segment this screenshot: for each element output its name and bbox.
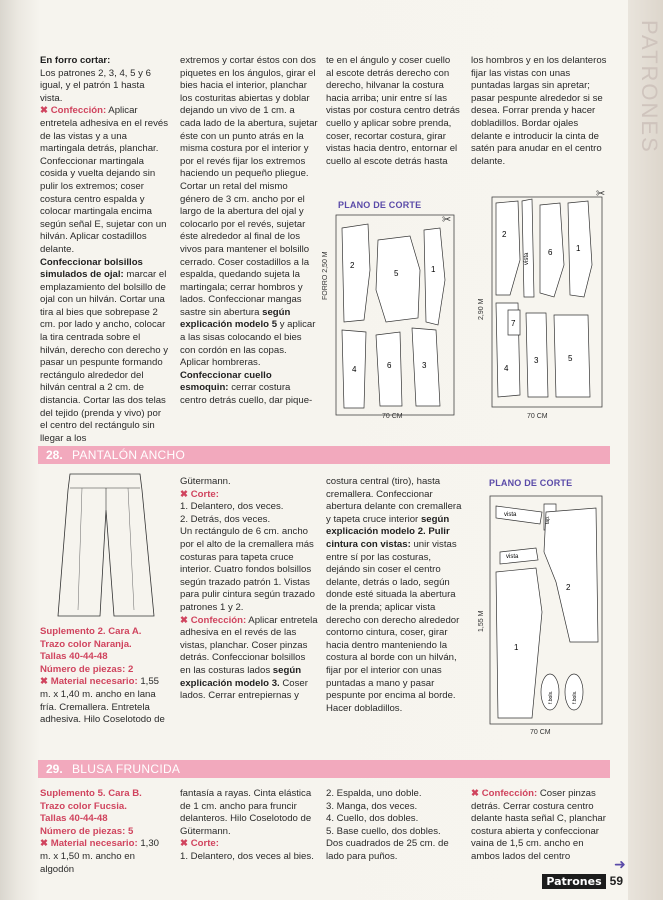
page-footer	[542, 874, 623, 888]
top-column-3	[326, 55, 460, 168]
cross-icon: ✖	[180, 838, 189, 850]
sec29-tallas: Tallas 40-44-48	[40, 813, 108, 825]
sec29-material-label: Material necesario:	[50, 838, 138, 850]
sec29-suplemento: Suplemento 5. Cara B.	[40, 788, 142, 799]
sec29-column-4	[471, 788, 607, 864]
piece-2	[496, 201, 520, 295]
sec28-col3-b: unir vistas entre sí por las costuras, dejándo sin coser el centro delante, detrás o lado, según donde esté situada la abertura de la prenda; aplicar vista derecho con derecho alrededor contorno cintura, coser, girar hacia dentro manteniendo la costura al borde con un hilván, fijar por el interior con unas puntadas a mano y pasar pespunte por encima al borde. Hacer dobladillos.	[326, 538, 460, 714]
piece-3	[526, 313, 548, 397]
sec28-col2-bold: según explicación modelo 3.	[180, 664, 302, 689]
sec28-col2-b: Un rectángulo de 6 cm. ancho por el alto de la cremallera más costuras para tapeta cruce interior. Cuatro fondos bolsillos según trazado patrón 1. Vistas para pulir cintura según trazado patrones 1 y 2.	[180, 526, 315, 613]
sec28-corte-label: Corte:	[190, 488, 219, 500]
top-column-2	[180, 55, 318, 408]
sec29-corte-label: Corte:	[190, 838, 219, 850]
section-29-number: 29.	[46, 762, 63, 776]
cutting-plan-right	[488, 185, 616, 415]
plan-right-num-3: 3	[534, 356, 539, 365]
sec29-col2-b: 1. Delantero, dos veces al bies.	[180, 850, 314, 862]
sec29-item-4: 4. Cuello, dos dobles.	[326, 813, 419, 825]
sec28-plan-width: 70 CM	[530, 729, 551, 736]
sec29-column-3	[326, 788, 462, 864]
sec28-plan-title: PLANO DE CORTE	[489, 478, 573, 488]
sec28-conf-label: Confección:	[190, 614, 247, 626]
col2-tail: y aplicar a las sisas colocando el bies con cordón en las copas. Aplicar hombreras.	[180, 319, 316, 369]
cutting-plan-left	[330, 210, 460, 430]
page-edge	[628, 0, 663, 900]
sec28-trazo: Trazo color Naranja.	[40, 638, 132, 650]
continue-arrow-icon: ➜	[614, 856, 626, 872]
sec29-conf-label: Confección:	[481, 788, 538, 799]
sec28-guttermann: Gütermann.	[180, 476, 231, 487]
plan-left-num-4: 4	[352, 365, 357, 374]
plan-right-num-1: 1	[576, 244, 581, 253]
scissors-icon: ✂	[596, 188, 606, 200]
sec28-piezas: Número de piezas: 2	[40, 663, 134, 675]
piece-vista-top	[496, 506, 542, 524]
sec29-item-5: 5. Base cuello, dos dobles.	[326, 825, 441, 837]
sec28-material-label: Material necesario:	[50, 676, 138, 688]
confeccion-text: Aplicar entretela adhesiva en el revés de las vistas y a una martingala detrás, planchar. Confeccionar martingala cosida y vuelta dejando sin pulir los extremos; coser costura centro espalda y colocar martingala encima según señal E, sujetar con un hilván. Aplicar costadillos delante.	[40, 105, 168, 255]
sec29-col2-a: fantasía a rayas. Cinta elástica de 1 cm. ancho para fruncir delanteros. Hilo Coselotodo de Gütermann.	[180, 788, 312, 837]
sec28-suplemento: Suplemento 2. Cara A.	[40, 626, 142, 637]
sec29-column-1	[40, 788, 168, 876]
piece-2	[342, 224, 370, 322]
plan-left-num-3: 3	[422, 361, 427, 370]
brand-logo: Patrones	[542, 874, 605, 889]
scissors-icon: ✂	[442, 214, 452, 226]
col3-text: te en el ángulo y coser cuello al escote detrás derecho con derecho, hilvanar la costura hacia arriba; unir entre sí las vistas por costura centro detrás cuello y aplicar sobre prenda, coser, recortar costura, girar vistas hacia dentro, entornar el cuello al escote detrás hasta	[326, 55, 460, 167]
sec28-label-2: 2	[566, 583, 571, 592]
sec28-material-text: 1,55 m. x 1,40 m. ancho en lana fría. Cremallera. Entretela adhesiva. Hilo Coselotodo de	[40, 676, 165, 726]
piece-vista	[522, 199, 534, 297]
section-28-number: 28.	[46, 448, 63, 462]
cross-icon: ✖	[40, 676, 49, 688]
section-29-band	[38, 760, 610, 778]
pants-illustration	[42, 470, 164, 620]
sec28-corte-1: 1. Delantero, dos veces.	[180, 501, 284, 513]
plan-right-num-4: 4	[504, 364, 509, 373]
plan-left-width: 70 CM	[382, 413, 403, 420]
section-29-title: BLUSA FRUNCIDA	[72, 762, 181, 776]
piece-1	[496, 568, 542, 718]
sec29-item-3: 3. Manga, dos veces.	[326, 800, 418, 812]
sec28-col3-bold: según explicación modelo 2. Pulir cintura con vistas:	[326, 513, 450, 550]
col4-text: los hombros y en los delanteros fijar las vistas con unas puntadas largas sin apretar; pasar pespunte alrededor si se desea. Forrar prenda y hacer dobladillos. Bordar ojales delante e introducir la cinta de satén para anudar en el centro delante.	[471, 55, 607, 167]
plan-right-num-2: 2	[502, 230, 507, 239]
col2-tail2: cerrar costura centro detrás cuello, dar pique-	[180, 382, 313, 407]
piece-2	[544, 508, 598, 642]
section-28-title: PANTALÓN ANCHO	[72, 448, 186, 462]
plan-right-num-5: 5	[568, 354, 573, 363]
sec29-item-2: 2. Espalda, uno doble.	[326, 788, 422, 799]
piece-1	[424, 228, 445, 325]
sec28-label-fbols2: f.bols.	[572, 690, 578, 704]
plan-right-num-6: 6	[548, 248, 553, 257]
sec28-col2-d: Coser lados. Cerrar entrepiernas y	[180, 677, 308, 702]
cross-icon: ✖	[40, 105, 49, 117]
sec29-material-text: 1,30 m. x 1,50 m. ancho en algodón	[40, 838, 159, 875]
sec29-trazo: Trazo color Fucsia.	[40, 800, 127, 812]
plan-left-num-6: 6	[387, 361, 392, 370]
top-column-4	[471, 55, 609, 168]
plan-right-vista: vista	[524, 252, 530, 265]
plan-left-num-2: 2	[350, 261, 355, 270]
piece-5	[376, 236, 420, 322]
edge-text: PATRONES	[637, 20, 662, 154]
sec29-piezas: Número de piezas: 5	[40, 825, 134, 837]
cross-icon: ✖	[180, 488, 189, 500]
sec29-col4-text: Coser pinzas detrás. Cerrar costura centro delante hasta señal C, planchar costura abierta y confeccionar vaina de 1,5 cm. ancho en ambos lados del centro	[471, 788, 606, 862]
sec29-col3-tail: Dos cuadrados de 25 cm. de lado para puños.	[326, 838, 449, 862]
sec28-column-2	[180, 476, 318, 703]
sec28-label-1: 1	[514, 643, 519, 652]
plan-left-axis: FORRO 2,50 M	[322, 251, 329, 300]
sec28-cutting-plan	[486, 492, 608, 732]
plan-right-axis: 2,90 M	[478, 298, 485, 320]
sec29-column-2	[180, 788, 318, 864]
sec28-column-3	[326, 476, 462, 715]
sec28-col3-a: costura central (tiro), hasta cremallera. Confeccionar abertura delante con cremallera y tapeta cruce interior	[326, 476, 462, 525]
col2-text: extremos y cortar éstos con dos piquetes en los ángulos, girar el bies hacia el interior, planchar los costuritas abiertas y doblar dejando un vivo de 1 cm. a cada lado de la abertura, sujetar éste con un punto atrás en la misma costura por el interior y por el revés fijar los extremos haciendo un pequeño pliegue. Cortar un retal del mismo género de 3 cm. ancho por el largo de la abertura del ojal y colocarlo por el revés, sujetar éste alrededor al final de los vivos para mantener el bolsillo cerrado. Coser costadillos a la espalda, quedando sujeta la martingala; cerrar hombros y lados. Confeccionar mangas sastre sin abertura	[180, 55, 318, 318]
forro-text: Los patrones 2, 3, 4, 5 y 6 igual, y el patrón 1 hasta vista.	[40, 67, 151, 104]
sec28-column-1	[40, 626, 168, 727]
plan-title-left: PLANO DE CORTE	[338, 200, 422, 210]
sec28-label-vista: vista	[504, 512, 517, 518]
col2-bold2: Confeccionar cuello esmoquin:	[180, 369, 272, 394]
sec28-plan-axis: 1,55 M	[478, 610, 485, 632]
bolsillos-heading: Confeccionar bolsillos simulados de ojal:	[40, 256, 143, 281]
cross-icon: ✖	[471, 788, 480, 799]
col2-bold: según explicación modelo 5	[180, 306, 291, 331]
sec28-label-vista2: vista	[506, 554, 519, 560]
confeccion-label: Confección:	[50, 105, 107, 117]
sec28-label-fbols1: f.bols.	[548, 690, 554, 704]
section-28-band	[38, 446, 610, 464]
page-number: 59	[609, 874, 623, 888]
top-column-1	[40, 55, 168, 445]
plan-left-num-5: 5	[394, 269, 399, 278]
bolsillos-text: marcar el emplazamiento del bolsillo de ojal con un hilván. Cortar una tira al bies que sobrepase 2 cm. por lado y ancho, colocar la tira centrada sobre el hilván, derecho con derecho y pasar un pespunte formando rectángulo alrededor del hilván central a 2 cm. de distancia. Cortar las dos telas del tejido (prenda y vivo) por el centro del rectángulo sin llegar a los	[40, 269, 168, 444]
plan-left-num-1: 1	[431, 265, 436, 274]
sec28-col2-c: Aplicar entretela adhesiva en el revés de las vistas, planchar. Coser pinzas detrás. Confeccionar bolsillos en las costuras lados	[180, 614, 318, 676]
plan-right-num-7: 7	[511, 319, 516, 328]
cross-icon: ✖	[40, 838, 49, 850]
sec28-corte-2: 2. Detrás, dos veces.	[180, 513, 271, 525]
forro-heading: En forro cortar:	[40, 55, 111, 66]
sec28-tallas: Tallas 40-44-48	[40, 651, 108, 663]
cross-icon: ✖	[180, 614, 189, 626]
plan-right-width: 70 CM	[527, 413, 548, 420]
sec28-label-tap: tap.	[545, 515, 551, 524]
